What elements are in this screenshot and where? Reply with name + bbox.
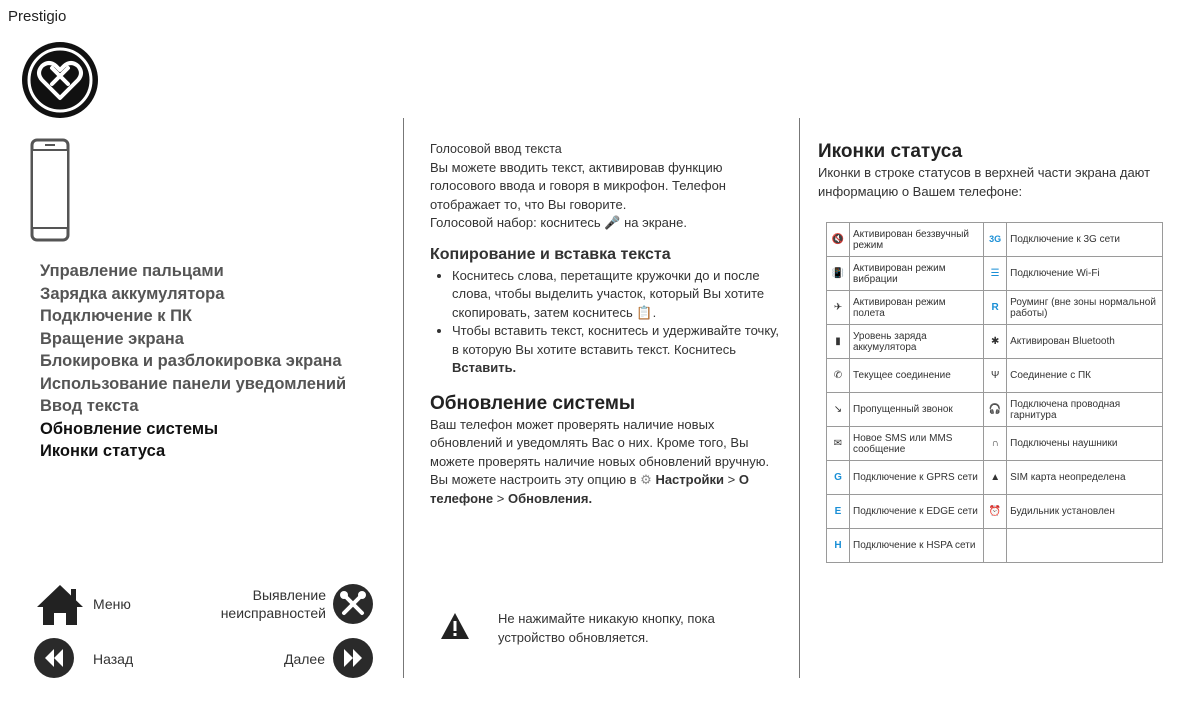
settings-path-3: Обновления. — [507, 490, 593, 506]
voice-dial-pre: Голосовой набор: коснитесь — [430, 215, 601, 230]
sim-warning-icon: ▲ — [984, 461, 1007, 495]
table-row — [827, 427, 1163, 461]
table-row — [827, 257, 1163, 291]
toc-item-status-icons[interactable]: Иконки статуса — [40, 442, 166, 460]
troubleshoot-label-line1: Выявление — [252, 587, 326, 603]
menu-button[interactable] — [35, 583, 85, 627]
status-desc: Соединение с ПК — [1007, 359, 1163, 393]
table-row — [827, 529, 1163, 563]
status-desc: SIM карта неопределена — [1007, 461, 1163, 495]
wifi-icon: ☰ — [984, 257, 1007, 291]
status-desc: Подключена проводная гарнитура — [1007, 393, 1163, 427]
list-item: • Коснитесь слова, перетащите кружочки до и после слова, чтобы выделить участок, который Вы хотите скопировать, затем коснитесь 📋. — [452, 267, 785, 323]
microphone-icon: 🎤 — [604, 215, 621, 230]
toc-item-gestures[interactable]: Управление пальцами — [40, 262, 224, 280]
table-row — [827, 223, 1163, 257]
status-desc: Будильник установлен — [1007, 495, 1163, 529]
battery-icon: ▮ — [827, 325, 850, 359]
tools-icon[interactable] — [332, 583, 374, 625]
voice-dial-text — [430, 214, 785, 233]
table-row — [827, 495, 1163, 529]
next-icon[interactable] — [332, 637, 374, 679]
status-desc: Уровень заряда аккумулятора — [850, 325, 984, 359]
status-desc: Подключение к EDGE сети — [850, 495, 984, 529]
status-desc: Активирован беззвучный режим — [850, 223, 984, 257]
brand-name: Prestigio — [8, 8, 67, 25]
3g-icon: 3G — [984, 223, 1007, 257]
silent-mode-icon: 🔇 — [827, 223, 850, 257]
status-icons-title: Иконки статуса — [818, 141, 963, 162]
toc-item-notification-panel[interactable]: Использование панели уведомлений — [40, 374, 347, 393]
paste-keyword: Вставить. — [452, 360, 517, 375]
path-separator: > — [493, 490, 508, 506]
gprs-icon: G — [827, 461, 850, 495]
voice-input-text: Вы можете вводить текст, активировав функцию голосового ввода и говоря в микрофон. Телефон отображает то, что Вы говорите. — [430, 159, 726, 212]
status-desc: Новое SMS или MMS сообщение — [850, 427, 984, 461]
toc-nav — [40, 260, 400, 463]
warning-icon — [440, 612, 470, 640]
missed-call-icon: ↘ — [827, 393, 850, 427]
copy-paste-title: Копирование и вставка текста — [430, 245, 671, 263]
table-row — [827, 291, 1163, 325]
column-divider-2 — [799, 118, 800, 678]
bluetooth-icon: ✱ — [984, 325, 1007, 359]
airplane-icon: ✈ — [827, 291, 850, 325]
prestigio-logo-icon — [20, 40, 100, 120]
back-icon[interactable] — [33, 637, 75, 679]
list-item — [452, 322, 785, 378]
headphones-icon: ∩ — [984, 427, 1007, 461]
vibration-icon: 📳 — [827, 257, 850, 291]
home-icon — [35, 583, 85, 627]
alarm-icon: ⏰ — [984, 495, 1007, 529]
back-label[interactable]: Назад — [93, 651, 134, 667]
copy-bullet-2: Чтобы вставить текст, коснитесь и удерживайте точку, в которую Вы хотите вставить текст. Коснитесь — [452, 323, 779, 357]
toc-item-system-update[interactable]: Обновление системы — [40, 419, 219, 438]
voice-dial-post: на экране. — [624, 215, 687, 230]
system-update-text — [430, 416, 785, 509]
status-desc: Пропущенный звонок — [850, 393, 984, 427]
roaming-icon: R — [984, 291, 1007, 325]
table-row — [827, 359, 1163, 393]
content-column — [430, 140, 785, 508]
toc-item-rotation[interactable]: Вращение экрана — [40, 329, 184, 348]
menu-label[interactable]: Меню — [93, 596, 131, 612]
empty-cell — [984, 529, 1007, 563]
status-icons-table — [826, 222, 1163, 563]
system-update-title: Обновление системы — [430, 392, 636, 414]
status-desc: Подключение к HSPA сети — [850, 529, 984, 563]
toc-item-lock[interactable]: Блокировка и разблокировка экрана — [40, 352, 342, 370]
status-desc: Активирован режим вибрации — [850, 257, 984, 291]
path-separator: > — [724, 472, 739, 487]
toc-item-charging[interactable]: Зарядка аккумулятора — [40, 284, 225, 303]
status-icons-section — [818, 140, 1178, 201]
column-divider-1 — [403, 118, 404, 678]
hspa-icon: H — [827, 529, 850, 563]
call-icon: ✆ — [827, 359, 850, 393]
status-desc: Активирован Bluetooth — [1007, 325, 1163, 359]
voice-input-title: Голосовой ввод текста — [430, 142, 562, 156]
table-row — [827, 393, 1163, 427]
status-desc: Текущее соединение — [850, 359, 984, 393]
table-row — [827, 461, 1163, 495]
status-desc: Подключение к 3G сети — [1007, 223, 1163, 257]
table-row — [827, 325, 1163, 359]
copy-icon: 📋 — [636, 304, 653, 320]
usb-icon: Ψ — [984, 359, 1007, 393]
status-icons-intro: Иконки в строке статусов в верхней части экрана дают информацию о Вашем телефоне: — [818, 165, 1151, 199]
next-label[interactable]: Далее — [284, 651, 326, 667]
settings-path-1: Настройки — [655, 472, 725, 487]
phone-icon — [30, 138, 70, 242]
status-desc: Подключены наушники — [1007, 427, 1163, 461]
status-desc: Роуминг (вне зоны нормальной работы) — [1007, 291, 1163, 325]
edge-icon: E — [827, 495, 850, 529]
copy-paste-list — [430, 267, 785, 378]
headset-icon: 🎧 — [984, 393, 1007, 427]
settings-path-2: О телефоне — [430, 472, 749, 506]
toc-item-text-input[interactable]: Ввод текста — [40, 397, 139, 415]
copy-bullet-1: Коснитесь слова, перетащите кружочки до и после слова, чтобы выделить участок, который Вы хотите скопировать, затем коснитесь — [452, 267, 765, 320]
warning-text: Не нажимайте никакую кнопку, пока устройство обновляется. — [498, 611, 715, 645]
status-desc: Подключение к GPRS сети — [850, 461, 984, 495]
system-update-body: Ваш телефон может проверять наличие новых обновлений и уведомлять Вас о них. Кроме того, Вы можете проверять наличие новых обновлений вручную. Вы можете настроить эту опцию в — [430, 416, 770, 487]
sms-icon: ✉ — [827, 427, 850, 461]
settings-gear-icon: ⚙ — [640, 472, 652, 487]
status-desc: Подключение Wi-Fi — [1007, 257, 1163, 291]
status-desc: Активирован режим полета — [850, 291, 984, 325]
toc-item-pc-connection[interactable]: Подключение к ПК — [40, 307, 192, 325]
troubleshoot-label[interactable] — [200, 586, 326, 622]
status-desc — [1007, 529, 1163, 563]
troubleshoot-label-line2: неисправностей — [220, 605, 326, 621]
